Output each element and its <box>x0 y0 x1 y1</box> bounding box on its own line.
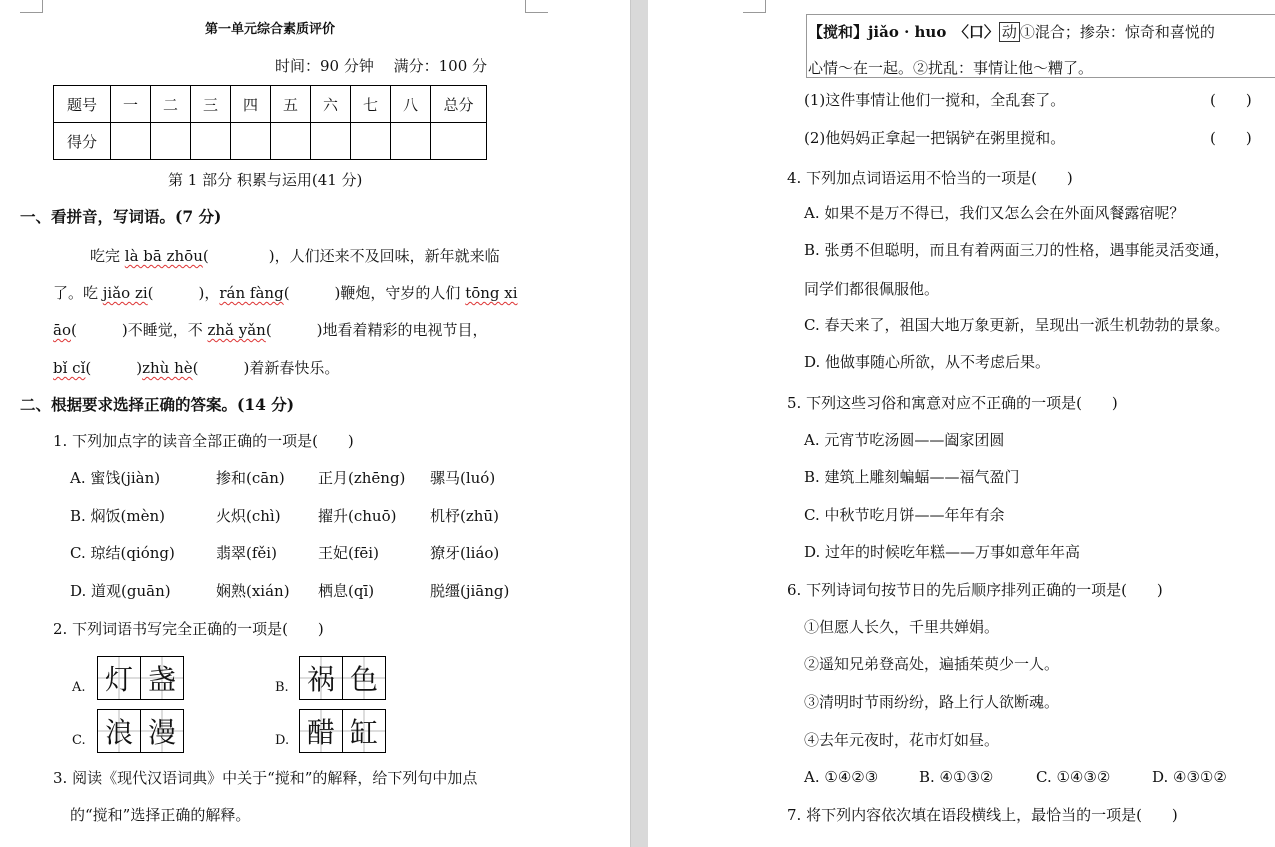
text: 吃完 <box>90 247 125 265</box>
text: ( )鞭炮，守岁的人们 <box>283 284 466 302</box>
option-d[interactable]: D. 过年的时候吃年糕——万事如意年年高 <box>804 543 1081 561</box>
option-label-a: A. <box>72 680 86 695</box>
table-row <box>54 123 487 160</box>
option-label-b: B. <box>275 680 289 695</box>
pinyin-line-1 <box>90 246 500 266</box>
option-a-word[interactable] <box>97 656 184 700</box>
table-cell: 总分 <box>431 86 487 123</box>
option-item: 机杼(zhū) <box>430 507 499 525</box>
text: ( )， <box>147 284 220 302</box>
option-item: 娴熟(xián) <box>216 582 290 600</box>
option-a[interactable]: A. ①④②③ <box>804 768 879 786</box>
option-c-word[interactable] <box>97 709 184 753</box>
section1-title: 一、看拼音，写词语。(7 分) <box>20 207 222 226</box>
score-cell[interactable] <box>231 123 271 160</box>
pinyin: bǐ cǐ <box>53 359 86 377</box>
option-b[interactable]: B. ④①③② <box>919 768 994 786</box>
table-cell: 题号 <box>54 86 111 123</box>
page-gutter <box>630 0 650 847</box>
tianzige-cell: 漫 <box>141 710 183 752</box>
tianzige-cell: 浪 <box>98 710 141 752</box>
score-cell[interactable] <box>351 123 391 160</box>
question-5: 5. 下列这些习俗和寓意对应不正确的一项是( ) <box>787 394 1118 412</box>
text: 了。吃 <box>53 284 103 302</box>
option-item: 脱缰(jiāng) <box>430 582 510 600</box>
table-cell: 七 <box>351 86 391 123</box>
text: 【搅和】jiǎo · huo 〈口〉 <box>808 23 999 41</box>
q3-sentence-2: (2)他妈妈正拿起一把锅铲在粥里搅和。 <box>804 129 1066 147</box>
pos-tag: 动 <box>999 22 1020 42</box>
option-item: 骡马(luó) <box>430 469 496 487</box>
answer-paren[interactable]: ( ) <box>1210 91 1252 109</box>
poem-line-2: ②遥知兄弟登高处，遍插茱萸少一人。 <box>804 655 1060 673</box>
question-3-cont: 的“搅和”选择正确的解释。 <box>70 806 251 824</box>
crop-mark <box>743 0 766 13</box>
tianzige-cell: 色 <box>343 657 385 699</box>
option-b-cont: 同学们都很佩服他。 <box>804 280 940 298</box>
pinyin-line-4 <box>53 358 339 378</box>
q3-sentence-1: (1)这件事情让他们一搅和，全乱套了。 <box>804 91 1066 109</box>
pinyin: zhǎ yǎn <box>207 321 266 339</box>
option-item: 掺和(cān) <box>216 469 285 487</box>
table-cell: 二 <box>151 86 191 123</box>
score-cell[interactable] <box>431 123 487 160</box>
table-cell: 八 <box>391 86 431 123</box>
table-cell: 三 <box>191 86 231 123</box>
option-d[interactable] <box>70 581 171 601</box>
option-b-word[interactable] <box>299 656 386 700</box>
table-cell: 四 <box>231 86 271 123</box>
question-4: 4. 下列加点词语运用不恰当的一项是( ) <box>787 169 1073 187</box>
option-b[interactable]: B. 建筑上雕刻蝙蝠——福气盈门 <box>804 468 1020 486</box>
table-cell: 五 <box>271 86 311 123</box>
option-d[interactable]: D. 他做事随心所欲，从不考虑后果。 <box>804 353 1051 371</box>
crop-mark <box>525 0 548 13</box>
tianzige-cell: 灯 <box>98 657 141 699</box>
pinyin: rán fàng <box>219 284 284 302</box>
question-1: 1. 下列加点字的读音全部正确的一项是( ) <box>53 432 354 450</box>
option-item: 王妃(fēi) <box>318 544 379 562</box>
table-cell: 六 <box>311 86 351 123</box>
question-7: 7. 将下列内容依次填在语段横线上，最恰当的一项是( ) <box>787 806 1178 824</box>
poem-line-3: ③清明时节雨纷纷，路上行人欲断魂。 <box>804 693 1060 711</box>
text: B. 焖饭(mèn) <box>70 507 166 525</box>
question-2: 2. 下列词语书写完全正确的一项是( ) <box>53 620 324 638</box>
option-label-d: D. <box>275 733 290 748</box>
option-item: 栖息(qī) <box>318 582 375 600</box>
text: D. 道观(guān) <box>70 582 171 600</box>
crop-mark <box>20 0 43 13</box>
tianzige-cell: 醋 <box>300 710 343 752</box>
table-cell: 一 <box>111 86 151 123</box>
option-a[interactable] <box>70 468 160 488</box>
pinyin: tōng xi <box>465 284 518 302</box>
score-cell[interactable] <box>191 123 231 160</box>
pinyin: là bā zhōu <box>124 247 203 265</box>
poem-line-4: ④去年元夜时，花市灯如昼。 <box>804 731 1000 749</box>
exam-title: 第一单元综合素质评价 <box>205 22 336 37</box>
answer-paren[interactable]: ( ) <box>1210 129 1252 147</box>
text: ( )不睡觉，不 <box>70 321 208 339</box>
text: ( )地看着精彩的电视节目， <box>265 321 488 339</box>
tianzige-cell: 盏 <box>141 657 183 699</box>
question-6: 6. 下列诗词句按节日的先后顺序排列正确的一项是( ) <box>787 581 1163 599</box>
option-b[interactable] <box>70 506 165 526</box>
option-item: 正月(zhēng) <box>318 469 406 487</box>
question-3: 3. 阅读《现代汉语词典》中关于“搅和”的解释，给下列句中加点 <box>53 769 478 787</box>
score-table <box>53 85 487 160</box>
tianzige-cell: 缸 <box>343 710 385 752</box>
option-d[interactable]: D. ④③①② <box>1152 768 1227 786</box>
dictionary-line-2: 心情～在一起。②扰乱：事情让他～糟了。 <box>808 59 1094 77</box>
tianzige-cell: 祸 <box>300 657 343 699</box>
option-b[interactable]: B. 张勇不但聪明，而且有着两面三刀的性格，遇事能灵活变通， <box>804 241 1230 259</box>
text: ( ) <box>85 359 143 377</box>
pinyin-line-3 <box>53 320 488 340</box>
pinyin-line-2 <box>53 283 518 303</box>
text: A. 蜜饯(jiàn) <box>70 469 161 487</box>
part1-title: 第 1 部分 积累与运用(41 分) <box>168 171 363 189</box>
option-item: 翡翠(fěi) <box>216 544 277 562</box>
option-a[interactable]: A. 元宵节吃汤圆——阖家团圆 <box>804 431 1005 449</box>
dictionary-line-1 <box>808 22 1215 42</box>
option-item: 獠牙(liáo) <box>430 544 500 562</box>
text: ( )，人们还来不及回味，新年就来临 <box>202 247 500 265</box>
table-cell: 得分 <box>54 123 111 160</box>
text: ①混合；掺杂：惊奇和喜悦的 <box>1019 23 1215 41</box>
pinyin: zhù hè <box>142 359 193 377</box>
option-item: 火炽(chì) <box>216 507 281 525</box>
option-a[interactable]: A. 如果不是万不得已，我们又怎么会在外面风餐露宿呢？ <box>804 204 1185 222</box>
table-row <box>54 86 487 123</box>
option-c[interactable]: C. ①④③② <box>1036 768 1111 786</box>
option-c[interactable]: C. 中秋节吃月饼——年年有余 <box>804 506 1005 524</box>
option-label-c: C. <box>72 733 86 748</box>
option-item: 擢升(chuō) <box>318 507 397 525</box>
text: C. 琼结(qióng) <box>70 544 175 562</box>
option-c[interactable] <box>70 543 175 563</box>
section2-title: 二、根据要求选择正确的答案。(14 分) <box>20 395 295 414</box>
score-cell[interactable] <box>391 123 431 160</box>
poem-line-1: ①但愿人长久，千里共婵娟。 <box>804 618 1000 636</box>
pinyin: jiǎo zi <box>102 284 148 302</box>
time-info: 时间：90 分钟 满分：100 分 <box>275 57 488 75</box>
text: ( )着新春快乐。 <box>192 359 340 377</box>
option-c[interactable]: C. 春天来了，祖国大地万象更新，呈现出一派生机勃勃的景象。 <box>804 316 1230 334</box>
left-page <box>0 0 630 847</box>
score-cell[interactable] <box>151 123 191 160</box>
score-cell[interactable] <box>311 123 351 160</box>
pinyin: āo <box>53 321 71 339</box>
score-cell[interactable] <box>271 123 311 160</box>
option-d-word[interactable] <box>299 709 386 753</box>
score-cell[interactable] <box>111 123 151 160</box>
